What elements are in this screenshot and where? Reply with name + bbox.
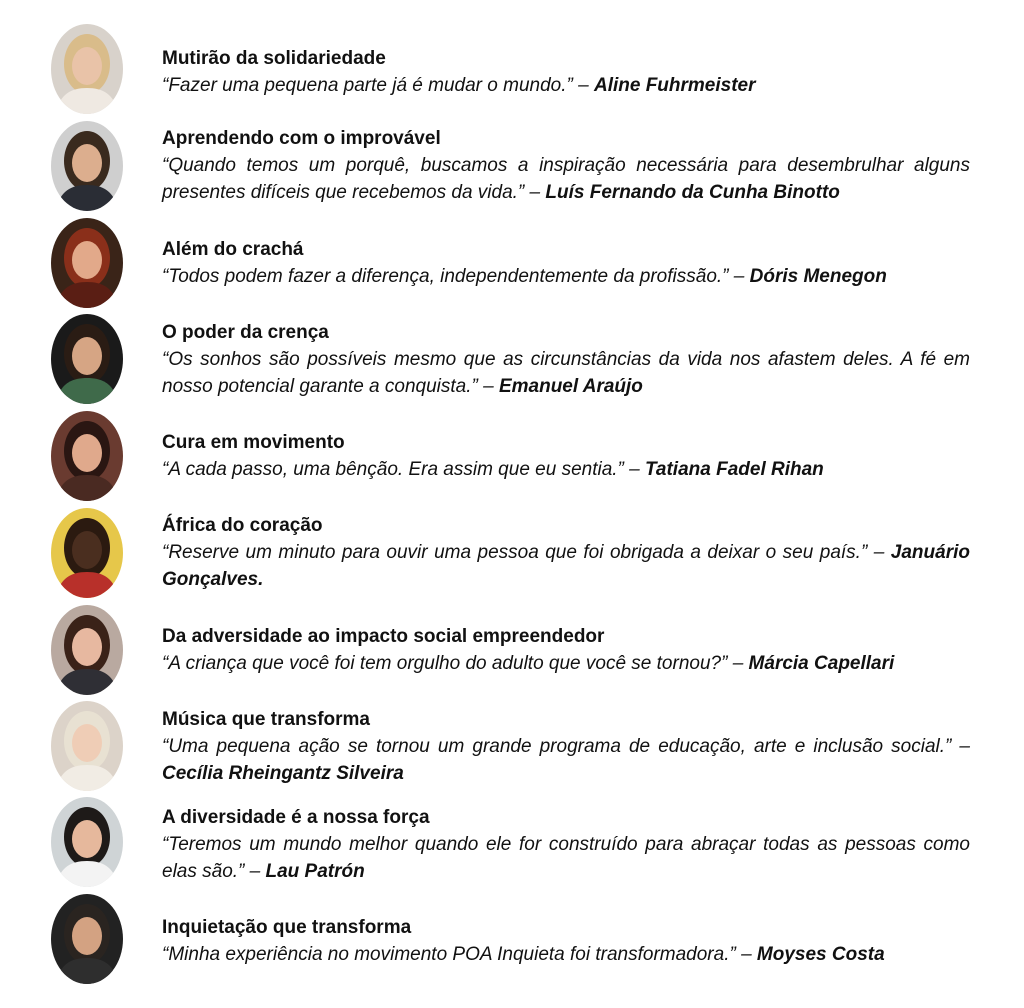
quote-text: “Os sonhos são possíveis mesmo que as circunstâncias da vida nos afastem deles. A fé em nosso potencial garante a conquista.” – <box>162 349 970 397</box>
quote <box>162 831 970 885</box>
portrait-avatar <box>51 121 123 211</box>
author-name: Moyses Costa <box>756 944 885 965</box>
portrait-icon <box>51 797 123 887</box>
story-title: Mutirão da solidariedade <box>162 48 386 69</box>
quote <box>162 152 970 206</box>
portrait-icon <box>51 894 123 984</box>
quote-text: “Teremos um mundo melhor quando ele for construído para abraçar todas as pessoas como elas são.” – <box>162 834 970 882</box>
author-name: Dóris Menegon <box>749 266 887 287</box>
quote <box>162 263 970 290</box>
story-title: Da adversidade ao impacto social empreendedor <box>162 626 605 647</box>
quote-text: “Fazer uma pequena parte já é mudar o mundo.” – <box>162 75 594 96</box>
story-title: África do coração <box>162 515 323 536</box>
portrait-avatar <box>51 508 123 598</box>
quote <box>162 650 970 677</box>
quote-text: “Minha experiência no movimento POA Inquieta foi transformadora.” – <box>162 944 757 965</box>
portrait-avatar <box>51 314 123 404</box>
portrait-avatar <box>51 894 123 984</box>
story-title: Além do crachá <box>162 239 304 260</box>
portrait-avatar <box>51 797 123 887</box>
portrait-icon <box>51 314 123 404</box>
portrait-icon <box>51 605 123 695</box>
story-title: Música que transforma <box>162 709 370 730</box>
quote-text: “Todos podem fazer a diferença, independentemente da profissão.” – <box>162 266 750 287</box>
author-name: Márcia Capellari <box>748 653 895 674</box>
quote <box>162 72 970 99</box>
quote-text: “A cada passo, uma bênção. Era assim que eu sentia.” – <box>162 459 646 480</box>
quote <box>162 941 970 968</box>
author-name: Tatiana Fadel Rihan <box>645 459 824 480</box>
portrait-avatar <box>51 701 123 791</box>
portrait-avatar <box>51 411 123 501</box>
author-name: Januário Gonçalves. <box>162 542 970 590</box>
author-name: Luís Fernando da Cunha Binotto <box>545 182 840 203</box>
story-title: Inquietação que transforma <box>162 917 412 938</box>
quote <box>162 346 970 400</box>
portrait-avatar <box>51 218 123 308</box>
portrait-icon <box>51 24 123 114</box>
author-name: Lau Patrón <box>265 861 365 882</box>
story-title: Cura em movimento <box>162 432 345 453</box>
portrait-icon <box>51 121 123 211</box>
author-name: Aline Fuhrmeister <box>593 75 756 96</box>
portrait-avatar <box>51 605 123 695</box>
quote-text: “Uma pequena ação se tornou um grande programa de educação, arte e inclusão social.” – <box>162 736 970 757</box>
story-title: A diversidade é a nossa força <box>162 807 430 828</box>
quote <box>162 539 970 593</box>
story-title: O poder da crença <box>162 322 329 343</box>
quote-text: “A criança que você foi tem orgulho do adulto que você se tornou?” – <box>162 653 749 674</box>
portrait-icon <box>51 218 123 308</box>
author-name: Cecília Rheingantz Silveira <box>162 763 404 784</box>
portrait-icon <box>51 508 123 598</box>
author-name: Emanuel Araújo <box>498 376 643 397</box>
quote <box>162 456 970 483</box>
portrait-avatar <box>51 24 123 114</box>
portrait-icon <box>51 701 123 791</box>
quote-text: “Reserve um minuto para ouvir uma pessoa que foi obrigada a deixar o seu país.” – <box>162 542 891 563</box>
story-title: Aprendendo com o improvável <box>162 128 441 149</box>
portrait-icon <box>51 411 123 501</box>
quote <box>162 733 970 787</box>
quote-text: “Quando temos um porquê, buscamos a inspiração necessária para desembrulhar alguns presentes difíceis que recebemos da vida.” – <box>162 155 970 203</box>
